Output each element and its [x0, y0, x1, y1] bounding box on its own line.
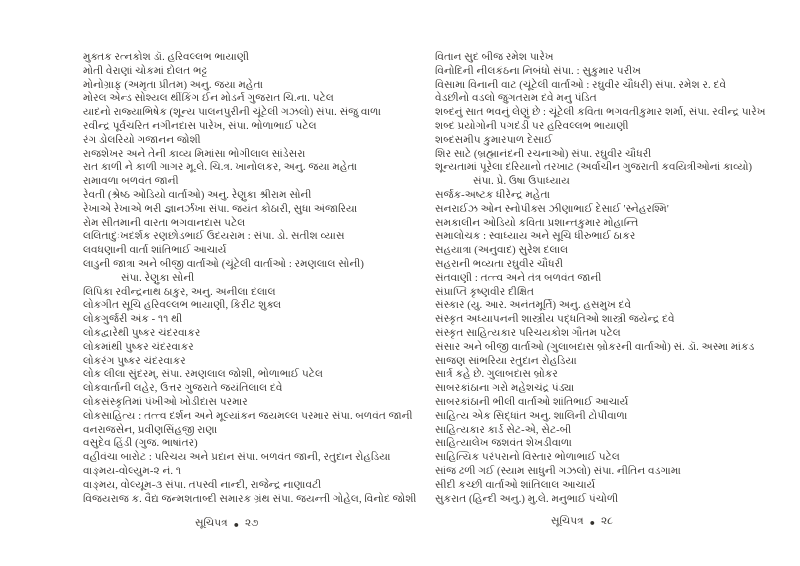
index-entry: સાહિત્યિક પરંપરાનો વિસ્તાર ભોળાભાઈ પટેલ	[435, 452, 620, 464]
footer-label: સૂચિપત્ર	[195, 518, 228, 529]
index-entry: લવધણાની વાર્તા શાંતિભાઈ આચાર્ય	[83, 245, 227, 257]
page-number: ૨૮	[601, 516, 613, 527]
index-entry: સંપા. રેણુકા સોની	[121, 272, 195, 284]
index-entry: લિપિકા રવીન્દ્રનાથ ઠાકુર, અનુ. અનીલા દલાલ	[83, 286, 276, 298]
page-footer-27	[195, 518, 258, 530]
index-entry: મોતી વેરાણાં ચોકમાં દોલત ભટ્ટ	[83, 65, 208, 77]
index-entry: રામાવળા બળવંત જાની	[83, 176, 179, 188]
index-entry: લાડુની જાત્રા અને બીજી વાર્તાઓ (ચૂંટેલી વાર્તાઓ : રમણલાલ સોની)	[83, 258, 364, 270]
footer-label: સૂચિપત્ર	[551, 516, 584, 527]
index-entry: લોકસંસ્કૃતિમાં પંખીઓ ખોડીદાસ પરમાર	[83, 396, 248, 408]
index-entry: લોકદ્વારેથી પુષ્કર ચંદરવાકર	[83, 327, 201, 339]
index-entry: સાંજ ઢળી ગઈ (સ્યામ સાધુની ગઝલો) સંપા. નીતિન વડગામા	[435, 465, 681, 477]
index-entry: શિર સાટે (બ્રહ્માનંદની રચનાઓ) સંપા. રઘુવીર ચૌધરી	[435, 148, 652, 160]
index-entry: લોક લીલા સુંદરમ્, સંપા. રમણલાલ જોશી, ભોળાભાઈ પટેલ	[83, 369, 324, 381]
index-entry: લોકગીત સૂચિ હરિવલ્લભ ભાયાણી, કિરીટ શુક્લ	[83, 300, 282, 312]
index-entry: વિતાન સુદ બીજ રમેશ પારેખ	[435, 52, 554, 63]
index-entry: લોકવાર્તાની લહેર, ઉત્તર ગુજરાતે જયંતિલાલ દવે	[83, 383, 283, 395]
index-column-page-28	[435, 51, 795, 506]
index-entry: સહયાત્રા (અનુવાદ) સુરેશ દલાલ	[435, 245, 569, 257]
index-entry: સાર્ત્ર કહે છે. ગુલાબદાસ બ્રોકર	[435, 369, 558, 381]
footer-bullet-icon: ●	[589, 517, 595, 527]
index-entry: સાહિત્ય એક સિદ્ધાંત અનુ. શાલિની ટોપીવાળા	[435, 410, 628, 422]
index-entry: વનરાજસેન, પ્રવીણસિંહજી રાણા	[83, 424, 218, 436]
index-entry: સંતવાણી : તત્ત્વ અને તંત્ર બળવંત જાની	[435, 272, 602, 284]
footer-bullet-icon: ●	[233, 519, 239, 529]
index-entry: સંસ્કૃત સાહિત્યકાર પરિચયકોશ ગૌતમ પટેલ	[435, 327, 621, 339]
index-entry: શબ્દનું સાત ભવનું લેણું છે : ચૂંટેલી કવિતા ભગવતીકુમાર શર્મા, સંપા. રવીન્દ્ર પારેખ	[435, 107, 766, 119]
index-entry: રાજશેખર અને તેની કાવ્ય મિમાંસા ભોગીલાલ સાંડેસરા	[83, 148, 306, 160]
index-entry: સમકાલીન ઓડિયો કવિતા પ્રશાન્તકુમાર મોહાન્તિ	[435, 217, 639, 229]
index-entry: રંગ ડોલરિયો ગજાનન જોશી	[83, 134, 201, 146]
index-entry: રેવતી (શ્રેષ્ઠ ઓડિયો વાર્તાઓ) અનુ. રેણુકા શ્રીરામ સોની	[83, 189, 312, 201]
index-entry: વિજયરાજ ક. વૈદ્ય જન્મશતાબ્દી સમારક ગ્રંથ સંપા. જયન્તી ગોહેલ, વિનોદ જોશી	[83, 493, 417, 505]
index-entry: રોમ સીતમાની વારતા ભગવાનદાસ પટેલ	[83, 217, 246, 229]
index-entry: સંસ્કૃત અધ્યાપનની શાસ્ત્રીય પદ્ધતિઓ શાસ્ત્રી જયેન્દ્ર દવે	[435, 314, 675, 326]
index-entry: લલિતાદુઃખદર્શક રણછોડભાઈ ઉદયરામ : સંપા. ડો. સતીશ વ્યાસ	[83, 231, 345, 243]
index-entry: મોનોગ્રાફ (અમૃતા પ્રીતમ) અનુ. જયા મહેતા	[83, 79, 264, 91]
index-entry: સાબરકાંઠાની ભીલી વાર્તાઓ શાંતિભાઈ આચાર્ય	[435, 396, 629, 408]
index-entry: શબ્દ પ્રયોગોની પગદંડી પર હરિવલ્લભ ભાયાણી	[435, 120, 629, 132]
index-entry: વાઙ્મય-વોલ્યુમ-૨ નં. ૧	[83, 465, 182, 477]
index-entry: સર્જક-અષ્ટક ધીરેન્દ્ર મહેતા	[435, 189, 551, 201]
index-entry: સનરાઈઝ ઓન સ્નોપીક્સ ઝીણાભાઈ દેસાઈ 'સ્નેહરશ્મિ'	[435, 203, 669, 215]
index-entry: રવીન્દ્ર પૂર્વચરિત નગીનદાસ પારેખ, સંપા. ભોળાભાઈ પટેલ	[83, 120, 317, 132]
index-entry: શૂન્યતામાં પૂરેલા દરિયાનો તરખાટ (અર્વાચીન ગુજરાતી કવયિત્રીઓનાં કાવ્યો)	[435, 162, 753, 174]
index-entry: મોરલ એન્ડ સોશ્યલ થીંકિંગ ઈન મોડર્ન ગુજરાત ચિ.ના. પટેલ	[83, 93, 334, 105]
index-entry: વિસામા વિનાની વાટ (ચૂંટેલી વાર્તાઓ : રઘુવીર ચૌધરી) સંપા. રમેશ ર. દવે	[435, 79, 727, 91]
page-footer-28	[551, 516, 613, 528]
index-entry: લોકરંગ પુષ્કર ચંદરવાકર	[83, 355, 186, 367]
index-entry: સંપા. પ્રે. ઉષા ઉપાધ્યાય	[473, 176, 570, 188]
index-entry: લોકમાંથી પુષ્કર ચંદરવાકર	[83, 341, 194, 353]
index-entry: યાદનો રાજ્યાભિષેક (શૂન્ય પાલનપુરીની ચૂંટેલી ગઝલો) સંપા. સંજુ વાળા	[83, 107, 382, 119]
index-entry: લોકગુર્જરી અંક - ૧૧ થી	[83, 314, 183, 326]
index-entry: સંપ્રાપ્તિ કૃષ્ણવીર દીક્ષિત	[435, 286, 535, 298]
index-entry: સીદી કચ્છી વાર્તાઓ શાંતિલાલ આચાર્ય	[435, 479, 596, 491]
index-entry: સાજણ સાંભરિયા રતુદાન રોહડિયા	[435, 355, 577, 367]
index-entry: સાહિત્યકાર કાર્ડ સેટ-એ, સેટ-બી	[435, 424, 572, 436]
index-entry: સાહિત્યાલેખ જશવંત શેખડીવાળા	[435, 438, 572, 450]
index-entry: સમાલોચક : સ્વાધ્યાય અને સૂચિ ધીરુભાઈ ઠાકર	[435, 231, 636, 243]
index-entry: સુકરાત (હિન્દી અનુ.) મુ.લે. મનુભાઈ પંચોળી	[435, 493, 619, 505]
index-entry: વેડછીનો વડલો જુગતરામ દવે મનુ પંડિત	[435, 93, 597, 105]
index-entry: વહીવંચા બારોટ : પરિચય અને પ્રદાન સંપા. બળવંત જાની, રતુદાન રોહડિયા	[83, 452, 391, 464]
index-entry: મુક્તક રત્નકોશ ડૉ. હરિવલ્લભ ભાયાણી	[83, 52, 250, 63]
index-entry: રેખાએ રેખાએ ભરી જ્ઞાનર્ઝંખા સંપા. જયંત કોઠારી, સુધા અંજારિયા	[83, 203, 358, 215]
index-entry: સંસાર અને બીજી વાર્તાઓ (ગુલાબદાસ બ્રોકરની વાર્તાઓ) સં. ડૉ. અસ્મા માંકડ	[435, 341, 755, 353]
index-entry: વસુદેવ હિંડી (ગુજ. ભાષાંતર)	[83, 438, 198, 450]
index-entry: લોકસાહિત્ય : તત્ત્વ દર્શન અને મૂલ્યાંકન જયમલ્લ પરમાર સંપા. બળવંત જાની	[83, 410, 413, 422]
index-entry: રાત કાળી ને કાળી ગાગર મૂ.લે. ચિ.ત્ર. ખાનોલકર, અનુ. જયા મહેતા	[83, 162, 358, 174]
index-entry: સંસ્કાર (યુ. આર. અનંતમૂર્તિ) અનુ. હસમુખ દવે	[435, 300, 632, 312]
index-entry: વિનોદિની નીલકંઠના નિબંધો સંપા. : સુકુમાર પરીખ	[435, 65, 641, 77]
index-column-page-27	[83, 51, 417, 506]
index-entry: વાઙ્મય, વોલ્યૂમ-૩ સંપા. તપસ્વી નાન્દી, રાજેન્દ્ર નાણાવટી	[83, 479, 322, 491]
index-entry: સાબરકાંઠાના ગરો મહેશચંદ્ર પંડ્યા	[435, 383, 575, 395]
page-number: ૨૭	[245, 518, 259, 529]
index-entry: શબ્દસમીપ કુમારપાળ દેસાઈ	[435, 134, 553, 146]
index-entry: સહરાની ભવ્યતા રઘુવીર ચૌધરી	[435, 258, 564, 270]
